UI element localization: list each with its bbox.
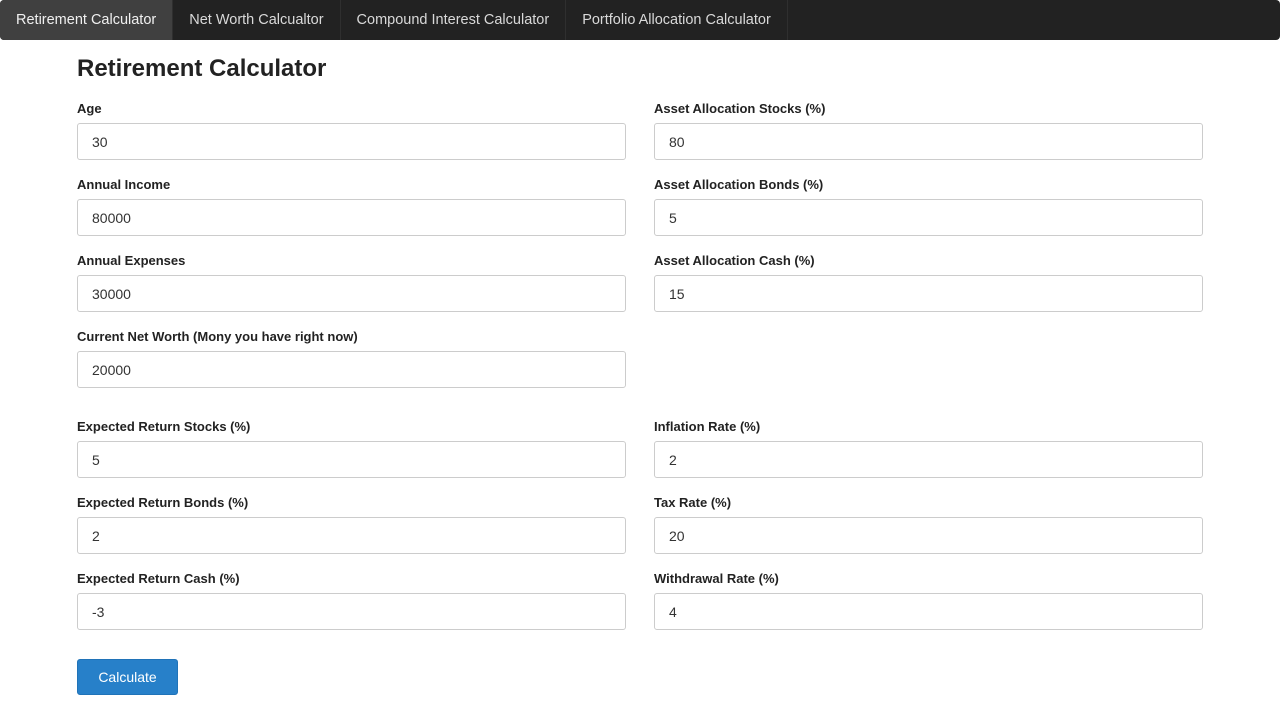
withdrawal-rate-input[interactable] [654,593,1203,630]
alloc-cash-label: Asset Allocation Cash (%) [654,253,815,268]
alloc-stocks-label: Asset Allocation Stocks (%) [654,101,826,116]
page-title: Retirement Calculator [77,55,327,82]
alloc-bonds-input[interactable] [654,199,1203,236]
top-navbar [0,0,1280,40]
return-bonds-label: Expected Return Bonds (%) [77,495,249,510]
return-bonds-input[interactable] [77,517,626,554]
tab-compound-interest-calculator[interactable]: Compound Interest Calculator [341,0,567,40]
tab-portfolio-allocation-calculator[interactable]: Portfolio Allocation Calculator [566,0,788,40]
annual-income-label: Annual Income [77,177,171,192]
current-net-worth-label: Current Net Worth (Mony you have right now) [77,329,358,344]
age-label: Age [77,101,102,116]
calculate-button[interactable]: Calculate [77,659,178,695]
age-input[interactable] [77,123,626,160]
current-net-worth-input[interactable] [77,351,626,388]
inflation-rate-input[interactable] [654,441,1203,478]
alloc-bonds-label: Asset Allocation Bonds (%) [654,177,824,192]
return-cash-input[interactable] [77,593,626,630]
return-stocks-label: Expected Return Stocks (%) [77,419,251,434]
return-stocks-input[interactable] [77,441,626,478]
tab-retirement-calculator[interactable]: Retirement Calculator [0,0,173,40]
annual-expenses-label: Annual Expenses [77,253,186,268]
withdrawal-rate-label: Withdrawal Rate (%) [654,571,779,586]
tax-rate-label: Tax Rate (%) [654,495,732,510]
tab-net-worth-calculator[interactable]: Net Worth Calcualtor [173,0,340,40]
alloc-stocks-input[interactable] [654,123,1203,160]
return-cash-label: Expected Return Cash (%) [77,571,240,586]
annual-income-input[interactable] [77,199,626,236]
annual-expenses-input[interactable] [77,275,626,312]
inflation-rate-label: Inflation Rate (%) [654,419,761,434]
tax-rate-input[interactable] [654,517,1203,554]
alloc-cash-input[interactable] [654,275,1203,312]
